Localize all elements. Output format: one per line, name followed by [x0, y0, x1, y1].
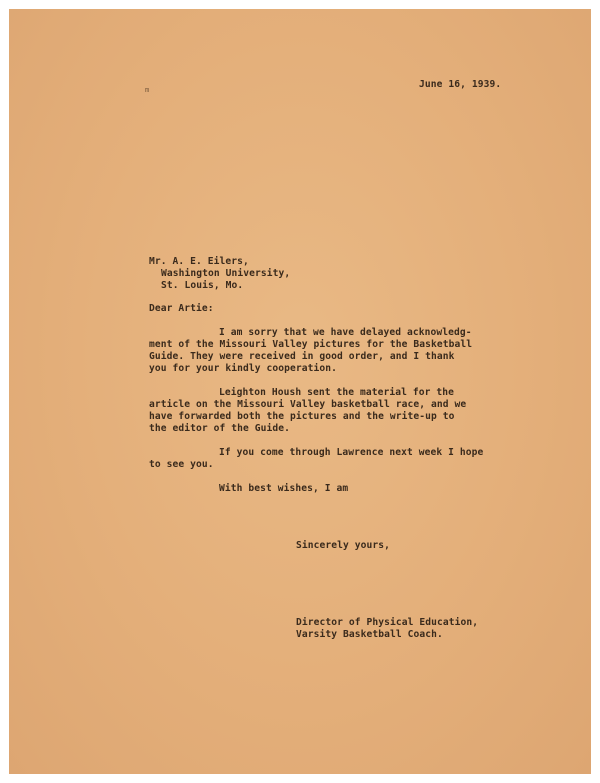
paragraph-line: I am sorry that we have delayed acknowledg- [219, 327, 472, 338]
paragraph-line: ment of the Missouri Valley pictures for the Basketball [149, 339, 473, 350]
paragraph-4: With best wishes, I am [219, 483, 349, 494]
signature-title-line: Varsity Basketball Coach. [296, 629, 443, 640]
complimentary-close: Sincerely yours, [296, 540, 391, 551]
paragraph-line: have forwarded both the pictures and the write-up to [149, 411, 455, 422]
paragraph-line: If you come through Lawrence next week I hope [219, 447, 484, 458]
paragraph-line: the editor of the Guide. [149, 423, 291, 434]
paragraph-line: Leighton Housh sent the material for the [219, 387, 455, 398]
recipient-line: St. Louis, Mo. [161, 280, 244, 291]
recipient-line: Mr. A. E. Eilers, [149, 256, 249, 267]
corner-mark: m [145, 86, 150, 94]
letter-page [9, 9, 591, 774]
salutation: Dear Artie: [149, 303, 214, 314]
signature-title-line: Director of Physical Education, [296, 617, 479, 628]
paragraph-line: article on the Missouri Valley basketball race, and we [149, 399, 467, 410]
paragraph-line: to see you. [149, 459, 214, 470]
recipient-line: Washington University, [161, 268, 291, 279]
letter-date: June 16, 1939. [419, 79, 502, 90]
paragraph-line: you for your kindly cooperation. [149, 363, 338, 374]
paragraph-line: Guide. They were received in good order, and I thank [149, 351, 455, 362]
